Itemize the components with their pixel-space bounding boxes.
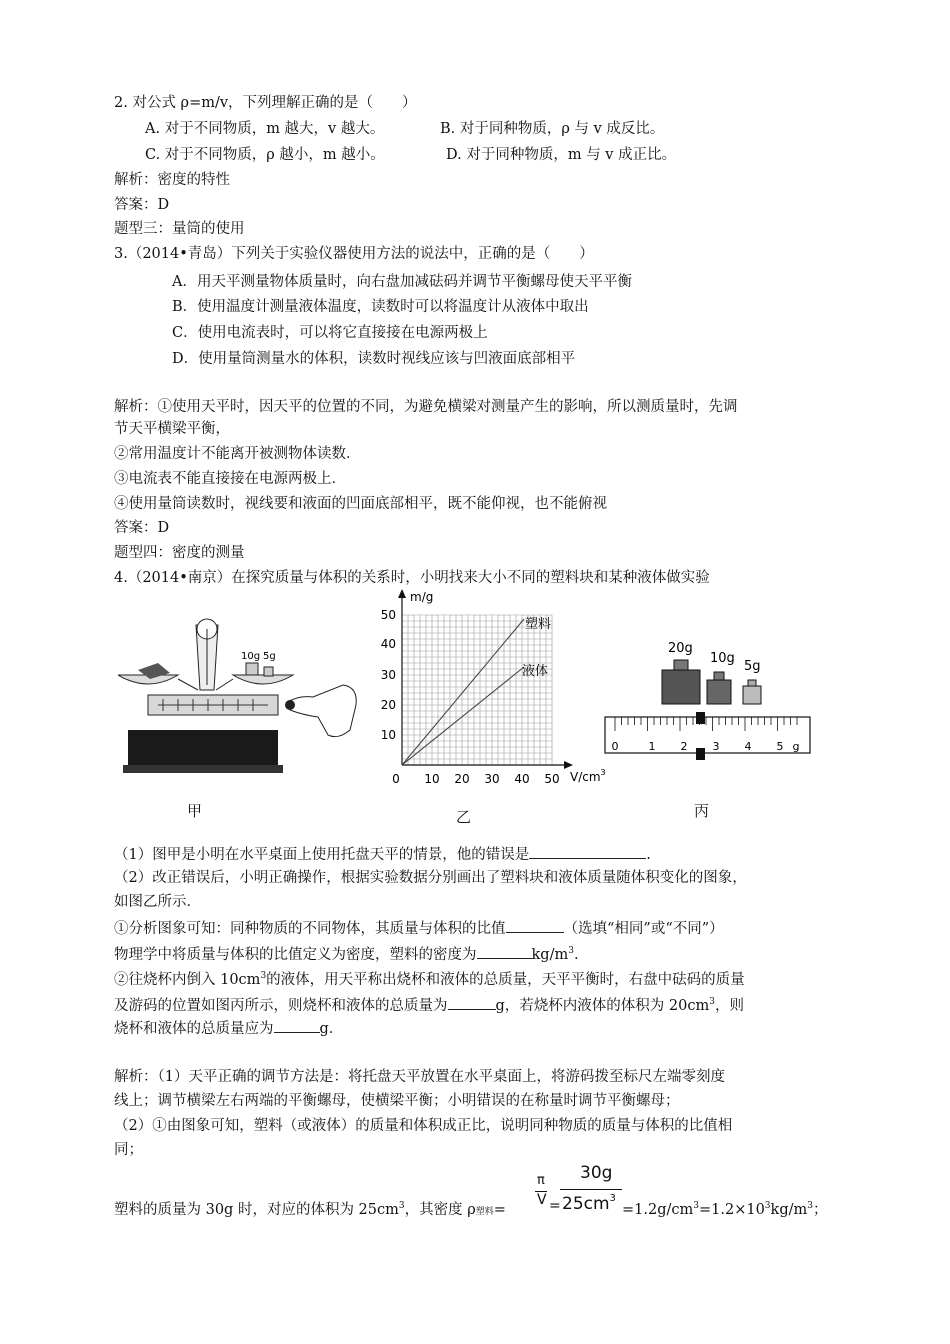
y-axis-arrow xyxy=(398,589,406,598)
q3-option-b: B．使用温度计测量液体温度，读数时可以将温度计从液体中取出 xyxy=(172,299,589,315)
q2-option-a: A. 对于不同物质，m 越大，v 越大。 xyxy=(145,121,385,137)
answer-blank-4 xyxy=(448,994,496,1010)
q4-part3a: ①分析图象可知：同种物质的不同物体，其质量与体积的比值 （选填“相同”或“不同”） xyxy=(114,917,724,939)
frac-bar xyxy=(560,1189,622,1190)
weight-20g xyxy=(662,660,700,704)
q2-option-c: C. 对于不同物质，ρ 越小，m 越小。 xyxy=(145,147,385,163)
weight-5g-c xyxy=(743,680,761,704)
type3-heading: 题型三：量筒的使用 xyxy=(114,221,245,237)
frac-left-top: π xyxy=(537,1173,545,1188)
weight-label-10g-c: 10g xyxy=(710,651,735,666)
scale-label-3: 3 xyxy=(712,740,720,753)
y-tick-10: 10 xyxy=(380,728,396,742)
q2-stem: 2. 对公式 ρ=m/v，下列理解正确的是（ ） xyxy=(114,95,417,111)
weight-label-5g: 5g xyxy=(263,651,276,662)
right-pan xyxy=(233,675,293,684)
q4-part1: （1）图甲是小明在水平桌面上使用托盘天平的情景，他的错误是 . xyxy=(114,843,651,865)
q4-analysis-3-result: $=1.2g/cm^3=1.2\times 10^3kg/m^3$； xyxy=(622,1201,828,1218)
answer-blank-3 xyxy=(477,943,532,959)
q4-analysis-1a: 解析：（1）天平正确的调节方法是：将托盘天平放置在水平桌面上，将游码拨至标尺左端零刻度 xyxy=(114,1069,725,1085)
q4-analysis-1b: 线上；调节横梁左右两端的平衡螺母，使横梁平衡；小明错误的在称量时调节平衡螺母； xyxy=(114,1093,680,1109)
frac-denominator: $25cm^3$ xyxy=(562,1193,616,1214)
mass-volume-graph xyxy=(372,585,622,795)
answer-blank-1 xyxy=(529,843,646,859)
x-tick-20: 20 xyxy=(454,772,470,786)
q4-part4b: 及游码的位置如图丙所示，则烧杯和液体的总质量为 g，若烧杯内液体的体积为 $20cm^3$，则 xyxy=(114,992,744,1016)
x-tick-30: 30 xyxy=(484,772,500,786)
scale-label-2: 2 xyxy=(680,740,688,753)
scale-label-5: 5 xyxy=(776,740,784,753)
y-axis-label: m/g xyxy=(410,590,434,604)
q4-part2a: （2）改正错误后，小明正确操作，根据实验数据分别画出了塑料块和液体质量随体积变化的图象， xyxy=(114,870,747,886)
scale-unit: g xyxy=(792,740,800,753)
q4-analysis-3: 塑料的质量为 30g 时，对应的体积为 $25cm^3$，其密度 ρ塑料= xyxy=(114,1201,506,1218)
x-tick-0: 0 xyxy=(392,772,400,786)
q4-part4a: ②往烧杯内倒入 $10cm^3$的液体，用天平称出烧杯和液体的总质量，天平平衡时，右盘中砝码的质量 xyxy=(114,971,745,988)
y-tick-50: 50 xyxy=(380,608,396,622)
q4-analysis-2a: （2）①由图象可知，塑料（或液体）的质量和体积成正比，说明同种物质的质量与体积的比值相 xyxy=(114,1118,733,1134)
weight-10g-c xyxy=(707,672,731,704)
y-tick-40: 40 xyxy=(380,637,396,651)
x-axis-arrow xyxy=(564,761,573,769)
q3-analysis-1a: 解析：①使用天平时，因天平的位置的不同，为避免横梁对测量产生的影响，所以测质量时，先调 xyxy=(114,399,738,415)
scale-label-0: 0 xyxy=(611,740,619,753)
q4-analysis-2b: 同； xyxy=(114,1142,143,1158)
liquid-line-label: 液体 xyxy=(522,664,549,679)
q2-answer: 答案：D xyxy=(114,197,170,213)
figure-yi-label: 乙 xyxy=(456,808,472,826)
x-tick-10: 10 xyxy=(424,772,440,786)
q3-option-d: D．使用量筒测量水的体积，读数时视线应该与凹液面底部相平 xyxy=(172,351,576,367)
answer-blank-2 xyxy=(506,917,564,933)
plastic-line-label: 塑料 xyxy=(525,617,552,632)
y-tick-20: 20 xyxy=(380,698,396,712)
x-axis-label: $V/cm^3$ xyxy=(570,768,606,784)
q4-part2b: 如图乙所示． xyxy=(114,894,201,910)
q3-analysis-4: ④使用量筒读数时，视线要和液面的凹面底部相平，既不能仰视，也不能俯视 xyxy=(114,496,607,512)
weight-label-5g-c: 5g xyxy=(744,659,761,674)
weight-label-20g: 20g xyxy=(668,641,693,656)
type4-heading: 题型四：密度的测量 xyxy=(114,545,245,561)
scale-label-1: 1 xyxy=(648,740,656,753)
y-tick-30: 30 xyxy=(380,668,396,682)
scale-label-4: 4 xyxy=(744,740,752,753)
frac-numerator: 30g xyxy=(580,1163,613,1183)
weight-10g xyxy=(246,663,258,675)
q4-part3b: 物理学中将质量与体积的比值定义为密度，塑料的密度为 $kg/m^3$. xyxy=(114,941,579,965)
q3-analysis-2: ②常用温度计不能离开被测物体读数． xyxy=(114,446,361,462)
x-tick-50: 50 xyxy=(544,772,560,786)
q3-analysis-1b: 节天平横梁平衡， xyxy=(114,421,230,437)
answer-blank-5 xyxy=(274,1017,320,1033)
weights-and-scale-figure xyxy=(600,630,815,770)
q4-stem: 4.（2014•南京）在探究质量与体积的关系时，小明找来大小不同的塑料块和某种液体做实验 xyxy=(114,570,710,586)
q3-analysis-3: ③电流表不能直接接在电源两极上． xyxy=(114,471,346,487)
q2-option-b: B. 对于同种物质，ρ 与 v 成反比。 xyxy=(440,121,665,137)
q3-option-c: C．使用电流表时，可以将它直接接在电源两极上 xyxy=(172,325,488,341)
rider-bottom xyxy=(696,748,705,760)
x-tick-40: 40 xyxy=(514,772,530,786)
q4-part4c: 烧杯和液体的总质量应为 g． xyxy=(114,1017,343,1039)
figure-jia-label: 甲 xyxy=(187,802,203,820)
q3-option-a: A．用天平测量物体质量时，向右盘加减砝码并调节平衡螺母使天平平衡 xyxy=(172,274,632,290)
q3-stem: 3.（2014•青岛）下列关于实验仪器使用方法的说法中，正确的是（ ） xyxy=(114,246,594,262)
figure-bing-label: 丙 xyxy=(694,802,710,820)
balance-figure xyxy=(118,615,363,775)
q2-analysis: 解析：密度的特性 xyxy=(114,172,230,188)
q2-option-d: D. 对于同种物质，m 与 v 成正比。 xyxy=(446,147,677,163)
weight-5g xyxy=(264,667,273,676)
hand xyxy=(286,685,356,737)
weight-label-10g: 10g xyxy=(241,651,261,662)
frac-left-bottom: V xyxy=(537,1192,547,1208)
rider-top xyxy=(696,712,705,724)
q3-answer: 答案：D xyxy=(114,520,170,536)
